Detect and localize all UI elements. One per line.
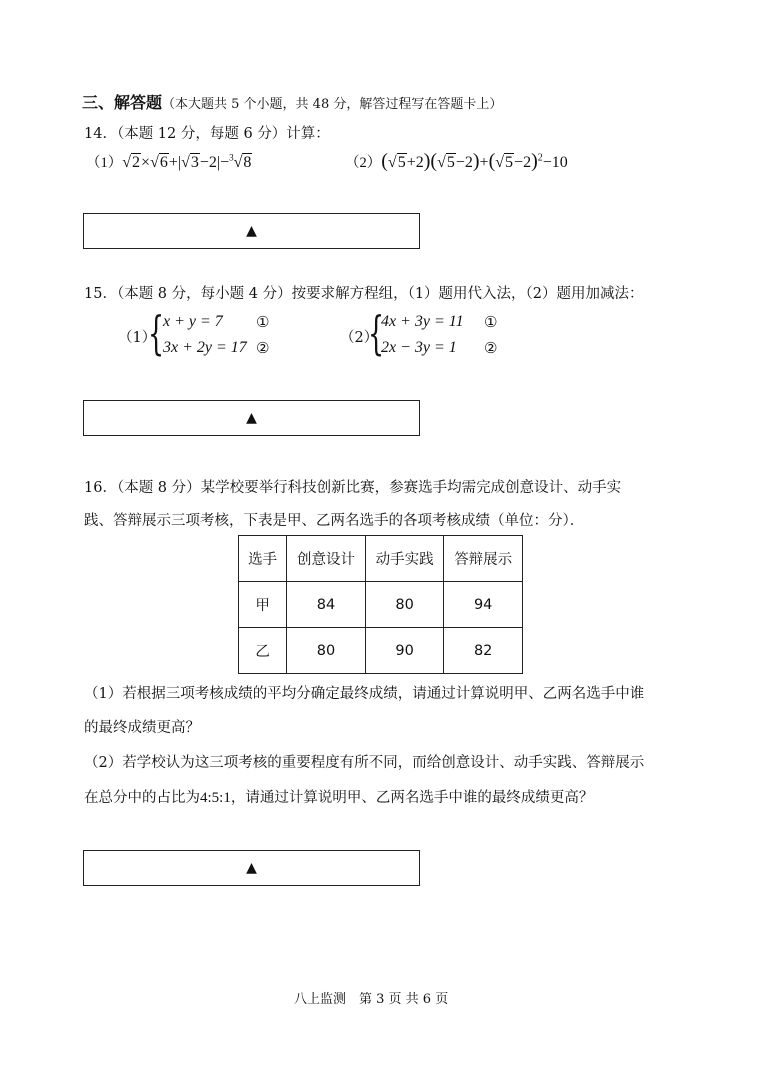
table-cell: 90: [365, 628, 444, 674]
table-cell: 甲: [239, 582, 287, 628]
q14-part2-label: （2）: [345, 155, 382, 171]
q15-p1-eq2: 3x + 2y = 17: [163, 339, 247, 356]
table-row: [239, 628, 523, 674]
q14-header: 14．（本题 12 分，每题 6 分）计算：: [84, 126, 330, 142]
circled-two-icon: ②: [256, 339, 270, 357]
q14-answer-box[interactable]: [83, 213, 420, 249]
q15-p1-eq1: x + y = 7: [163, 313, 223, 330]
section-note: （本大题共 5 个小题，共 48 分，解答过程写在答题卡上）: [162, 97, 503, 112]
circled-one-icon: ①: [484, 313, 498, 331]
q16-sub1-line1: （1）若根据三项考核成绩的平均分确定最终成绩，请通过计算说明甲、乙两名选手中谁: [84, 686, 645, 702]
table-header-cell: 选手: [239, 536, 287, 582]
q16-line1: 16．（本题 8 分）某学校要举行科技创新比赛，参赛选手均需完成创意设计、动手实: [84, 480, 622, 496]
table-cell: 82: [444, 628, 523, 674]
circled-two-icon: ②: [484, 339, 498, 357]
score-table: [238, 535, 523, 674]
q14-part1-label: （1）: [86, 155, 123, 171]
q16-sub2-line1: （2）若学校认为这三项考核的重要程度有所不同，而给创意设计、动手实践、答辩展示: [84, 755, 645, 771]
table-header-cell: 答辩展示: [444, 536, 523, 582]
table-cell: 80: [365, 582, 444, 628]
section-header: [82, 90, 502, 113]
table-header-cell: 创意设计: [287, 536, 366, 582]
q15-p2-eq2: 2x − 3y = 1: [381, 339, 457, 356]
triangle-icon: ▲: [246, 860, 257, 876]
q15-answer-box[interactable]: [83, 400, 420, 436]
q16-sub2-line2: 在总分中的占比为4:5:1，请通过计算说明甲、乙两名选手中谁的最终成绩更高？: [84, 790, 594, 806]
section-title: 三、解答题: [82, 93, 163, 112]
q14-part2: $(2)(√5+2)(√5-2)+(√5-2)^2-10$: [345, 150, 568, 172]
table-header-row: [239, 536, 523, 582]
table-cell: 84: [287, 582, 366, 628]
table-cell: 乙: [239, 628, 287, 674]
q15-header: 15．（本题 8 分，每小题 4 分）按要求解方程组，（1）题用代入法，（2）题用加减法：: [84, 286, 644, 302]
table-header-cell: 动手实践: [365, 536, 444, 582]
q16-sub1-line2: 的最终成绩更高？: [84, 720, 200, 736]
page-footer: 八上监测 第 3 页 共 6 页: [294, 992, 449, 1007]
circled-one-icon: ①: [256, 313, 270, 331]
triangle-icon: ▲: [246, 223, 257, 239]
left-brace-icon: {: [148, 306, 165, 360]
table-cell: 80: [287, 628, 366, 674]
table-row: [239, 582, 523, 628]
sqrt-symbol: √2: [122, 154, 141, 171]
triangle-icon: ▲: [246, 410, 257, 426]
q14-part1: （1）√2×√6+|√3−2|−$^3$√8: [86, 152, 252, 171]
q16-line2: 践、答辩展示三项考核，下表是甲、乙两名选手的各项考核成绩（单位：分）．: [84, 513, 585, 529]
q16-answer-box[interactable]: [83, 850, 420, 886]
table-cell: 94: [444, 582, 523, 628]
left-brace-icon: {: [368, 306, 385, 360]
q15-part2-label: （2）: [340, 330, 379, 346]
q15-part1-label: （1）: [118, 330, 157, 346]
ratio: 4:5:1: [200, 790, 231, 806]
q15-p2-eq1: 4x + 3y = 11: [381, 313, 464, 330]
